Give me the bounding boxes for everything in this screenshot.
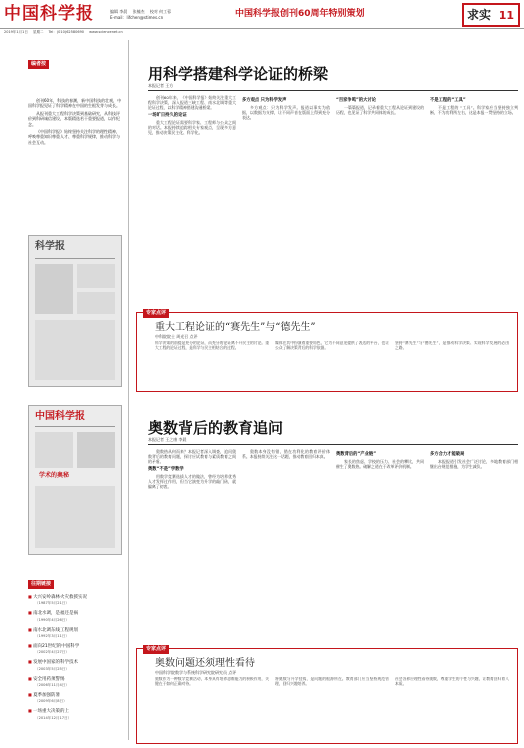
past-link-title: ■ 大兴安岭森林火灾救援实况 [28,594,124,601]
article-2-subhead: 奥数“不是”学数学 [148,467,184,472]
article-1-paragraph: 创刊60年来，《中国科学报》始终关注重大工程科学决策，深入报道三峡工程、南水北调等重大论证过程，以科学精神搭建沟通桥梁。 [148,95,236,110]
past-link-item[interactable] [28,594,124,606]
past-link-date: （1990年4月26日） [35,617,69,622]
archive-newspaper-image-2 [28,405,122,555]
newspaper-logo: 中国科学报 [4,4,94,24]
expert-comment-body [155,677,509,687]
editor-note-label: 编者按 [28,60,49,69]
archive-text-block [35,486,115,548]
editor-1: 编辑 李晨 [110,9,128,14]
article-1-column [242,95,330,307]
editors-line [110,9,175,15]
article-1-column [148,95,236,307]
article-1-paragraph: 不是工程的 “工具”。科学家应当坚持独立判断，不为功利所左右，这是本报一贯坚持的立场。 [430,105,518,115]
expert-comment-byline: 中国科学院数学与系统科学研究院研究员 点评 [155,670,237,675]
article-2-paragraph: 用数学竞赛选拔人才的做法，曾经为培养优秀人才发挥过作用，但当它演变为升学的敲门砖，就偏离了初衷。 [148,474,236,489]
past-link-item[interactable] [28,643,124,655]
article-1-subhead: 不是工程的“工具” [430,98,466,103]
section-badge [462,3,520,27]
issue-url: www.sciencenet.cn [89,30,123,34]
past-link-title: ■ 南水北调东线工程规划 [28,627,124,634]
editor-note-paragraph: 创刊60年，科技的春潮，新中国科技的壮观，中国科学报见证了科学精神在中国的生根发芽与成长。 [28,98,122,109]
article-2-title: 奥数背后的教育追问 [148,419,284,437]
archive-text-block [77,264,115,288]
archive-rule [35,258,115,259]
editor-note-paragraph: 从报刊重大工程科学决策到基础研究，从科技评价到科研诚信建设，本版精选若干重要报道，以作纪念。 [28,110,120,127]
past-link-date: （2002年4月27日） [35,650,69,655]
past-link-title: ■ 面向21世纪的中国科学 [28,643,124,650]
article-2-rule [148,444,518,445]
past-link-title: ■ 安全用药须警惕 [28,676,124,683]
page-number: 11 [498,9,514,22]
expert-comment-column: 将奥数与升学挂钩，是问题的根源所在。教育部门应当坚持规范管理，回归兴趣培养。 [275,677,389,686]
article-2-byline: 本报记者 王之康 李晨 [148,437,187,442]
past-link-title: ■ 南北水调，是福还是祸 [28,610,124,617]
archive-photo [35,264,73,314]
editor-3: 校对 何工蓉 [149,9,172,14]
section-name: 求实 [467,8,492,22]
article-1-subhead: 多方观点 只为科学发声 [242,98,287,103]
article-2-paragraph: 奥数热从何而来？本报记者深入调查，追问奥数背后的教育问题，探讨应试教育与素质教育之间的矛盾。 [148,449,236,464]
issue-date: 2019年1月1日 [4,30,28,34]
past-link-date: （2014年12月17日） [35,715,72,720]
archive-photo [77,432,115,468]
past-link-date: （2009年6月8日） [35,699,67,704]
article-1-rule [148,90,518,91]
past-link-date: （1987年5月21日） [35,601,69,606]
editor-email: E-mail：lifchen@stimes.cn [110,15,164,20]
expert-comment-column: 社会各界应理性看待奥数，尊重学生的个性与兴趣，让教育回归育人本质。 [395,677,509,686]
past-links-list [28,594,124,725]
expert-comment-title: 奥数问题还须理性看待 [155,658,255,669]
past-link-title: ■ 一场重大决策的上 [28,708,124,715]
past-link-title: ■ 发展中国家的科学技术 [28,659,124,666]
archive-text-block [35,432,73,468]
article-2-body [148,449,518,641]
article-2-column [430,449,518,641]
past-link-item[interactable] [28,610,124,622]
expert-comment-tag: 专家点评 [143,645,169,654]
expert-comment-byline: 中科院院士 周光召 点评 [155,334,198,339]
article-1-paragraph: 多方观点：只为科学发声。报道以事实为依据，以数据为支撑，让不同声音在版面上得到充分表达。 [242,105,330,120]
editor-note [28,98,122,226]
editor-note-paragraph: 《中国科学报》始终坚持关注科学的理性精神，呼唤尊重知识尊重人才、尊重科学规律，推动科学与社会互动。 [28,129,120,145]
past-link-date: （2006年11月4日） [35,682,69,687]
archive-text-block [77,292,115,314]
expert-comment-column: 媒体在其中扮演着重要角色，它为不同意见提供了表达的平台，也让公众了解决策背后的科学依据。 [275,341,389,350]
article-1-byline: 本报记者 王方 [148,83,174,88]
archive-paper-masthead: 中国科学报 [35,411,85,422]
article-2-subhead: 奥数背后的“产业链” [336,452,377,457]
article-1-subhead: “百家争鸣”的大讨论 [336,98,377,103]
editor-2: 张楠杰 [132,9,145,14]
issue-tel: Tel：(010)62580690 [48,30,85,34]
article-2-column [336,449,424,641]
article-1-paragraph: 一篇篇报道，记录着重大工程从论证到建设的历程，也见证了科学共同体的成长。 [336,105,424,115]
archive-newspaper-image-1 [28,235,122,387]
article-1-title: 用科学搭建科学论证的桥梁 [148,65,329,83]
expert-comment-body [155,341,509,351]
dateline [0,28,524,34]
article-2-paragraph: 奥数本身没有错，错在功利化的教育评价体系。本报持续关注这一话题，推动教育回归本真。 [242,449,330,459]
expert-comment-box-1 [136,312,518,392]
article-1-subhead: 一场旷日持久的论证 [148,113,187,118]
article-1-column [336,95,424,307]
past-link-item[interactable] [28,676,124,688]
past-link-date: （1992年3月11日） [35,633,69,638]
article-1-paragraph: 重大工程论证需要科学家、工程师与公众之间的对话。本报持续追踪相关专家观点，呈现多方意见，推动决策民主化、科学化。 [148,120,236,135]
expert-comment-box-2 [136,648,518,744]
archive-headline: 学术的奥秘 [39,472,70,479]
past-link-item[interactable] [28,692,124,704]
past-link-item[interactable] [28,627,124,639]
past-link-title: ■ 夏季加强防暑 [28,692,124,699]
column-divider [128,40,129,740]
archive-rule [35,426,115,427]
archive-text-block [35,320,115,380]
issue-weekday: 星期二 [33,30,44,34]
archive-paper-masthead: 科学报 [35,241,65,252]
article-1-column [430,95,518,307]
article-2-paragraph: 家长的焦虑、学校的压力、社会的攀比，共同催生了奥数热。破解之道在于改革评价机制。 [336,459,424,469]
past-link-item[interactable] [28,659,124,671]
expert-comment-tag: 专家点评 [143,309,169,318]
article-2-subhead: 多方合力才能破局 [430,452,465,457]
article-1-body [148,95,518,307]
past-link-item[interactable] [28,708,124,720]
article-2-column [148,449,236,641]
past-links-label: 往期链接 [28,580,54,589]
special-edition-title: 中国科学报创刊60周年特别策划 [235,9,365,19]
expert-comment-column: 奥数作为一种数学竞赛活动，本身具有培养思维能力的积极作用，关键在于如何正确对待。 [155,677,269,686]
article-2-paragraph: 本报报道引发社会广泛讨论，多地教育部门相继出台规范措施，为学生减负。 [430,459,518,469]
expert-comment-column: 科学决策的前提是充分的论证，而充分的论证离不开民主的讨论。重大工程的论证过程，是科学与民主相结合的过程。 [155,341,269,350]
expert-comment-column: 坚持“赛先生”与“德先生”，是推动科学决策、实现科学发展的必由之路。 [395,341,509,350]
expert-comment-title: 重大工程论证的“赛先生”与“德先生” [155,322,316,333]
article-2-column [242,449,330,641]
past-link-date: （2003年5月25日） [35,666,69,671]
page-header [0,0,524,34]
